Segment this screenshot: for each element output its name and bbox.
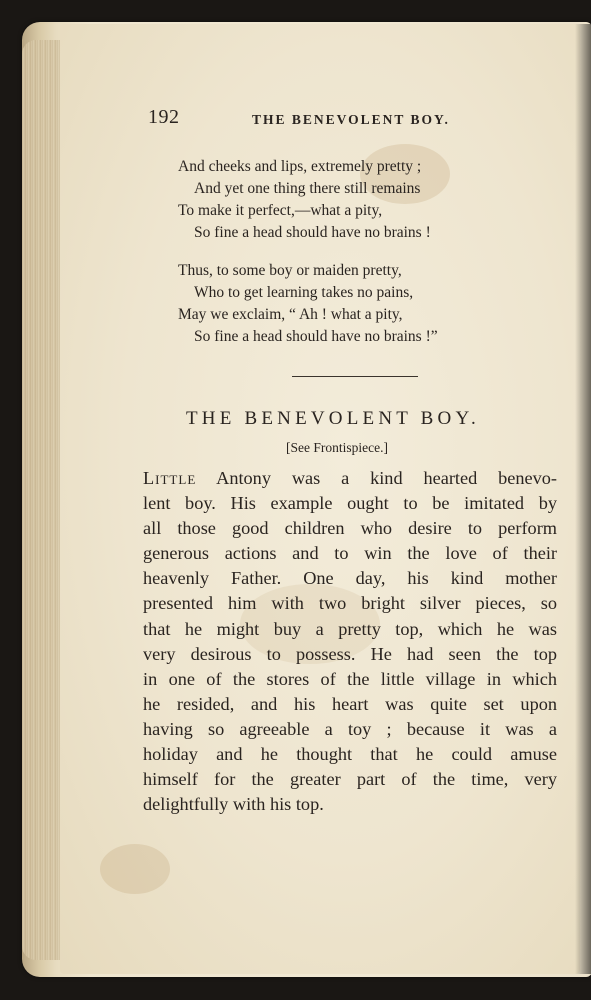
stanza-2 [178,260,538,348]
poem-line: So fine a head should have no brains !” [194,328,438,345]
body-line: in one of the stores of the little village in which [143,668,557,689]
page-number: 192 [148,106,180,128]
page-header [148,106,531,136]
running-head: THE BENEVOLENT BOY. [252,112,450,127]
poem-line: To make it perfect,—what a pity, [178,202,383,219]
body-line: presented him with two bright silver pieces, so [143,593,557,614]
body-line: all those good children who desire to perform [143,518,557,539]
poem-line: And yet one thing there still remains [194,180,421,197]
poem-line: May we exclaim, “ Ah ! what a pity, [178,306,403,323]
frontispiece-note: [See Frontispiece.] [286,440,388,455]
body-paragraph [143,466,557,817]
body-line: that he might buy a pretty top, which he was [143,618,557,639]
poem-line: Thus, to some boy or maiden pretty, [178,262,402,279]
body-line: holiday and he thought that he could amuse [143,744,557,765]
page-edges [22,40,64,960]
section-title: THE BENEVOLENT BOY. [186,408,480,429]
stanza-1 [178,156,538,244]
gutter-shadow [575,24,591,974]
body-line: lent boy. His example ought to be imitated by [143,493,557,514]
poem-line: Who to get learning takes no pains, [194,284,414,301]
poem-line: So fine a head should have no brains ! [194,224,431,241]
body-line: himself for the greater part of the time, very [143,769,557,790]
body-line: he resided, and his heart was quite set upon [143,693,557,714]
body-line: generous actions and to win the love of their [143,543,557,564]
poem-line: And cheeks and lips, extremely pretty ; [178,158,422,175]
drop-word: Little [143,468,197,488]
body-line: delightfully with his top. [143,794,324,815]
body-line: having so agreeable a toy ; because it was a [143,718,557,739]
body-line: heavenly Father. One day, his kind mother [143,568,557,589]
section-divider [292,376,418,377]
poem [178,156,538,364]
body-line: very desirous to possess. He had seen the top [143,643,557,664]
body-line-first: Little Antony was a kind hearted benevo- [143,468,557,488]
